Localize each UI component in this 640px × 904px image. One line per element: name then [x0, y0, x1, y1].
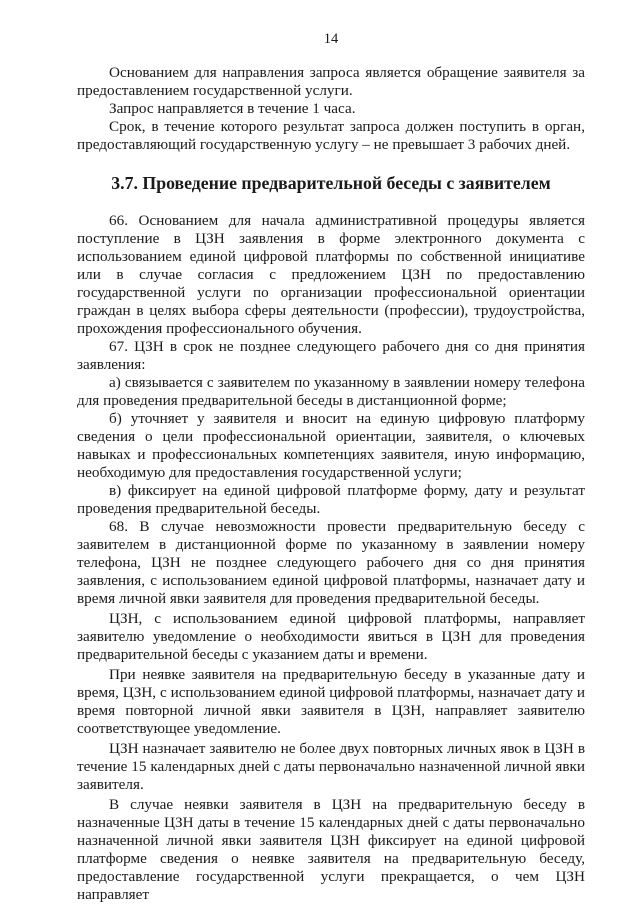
paragraph-67: 67. ЦЗН в срок не позднее следующего рабочего дня со дня принятия заявления: — [77, 338, 585, 373]
paragraph-repeat-visits: ЦЗН назначает заявителю не более двух повторных личных явок в ЦЗН в течение 15 календарных дней с даты первоначально назначенной личной явки заявителя. — [77, 740, 585, 793]
intro-paragraph-basis: Основанием для направления запроса является обращение заявителя за предоставлением государственной услуги. — [77, 64, 585, 99]
page-number: 14 — [323, 31, 339, 47]
paragraph-66: 66. Основанием для начала административной процедуры является поступление в ЦЗН заявления в форме электронного документа с использованием единой цифровой платформы по собственной инициативе или в случае согласия с предложением ЦЗН по предоставлению государственной услуги по организации профессиональной ориентации граждан в целях выбора сферы деятельности (профессии), трудоустройства, прохождения профессионального обучения. — [77, 212, 585, 337]
intro-paragraph-deadline: Срок, в течение которого результат запроса должен поступить в орган, предоставляющий государственную услугу – не превышает 3 рабочих дней. — [77, 118, 585, 153]
intro-paragraph-timing: Запрос направляется в течение 1 часа. — [109, 100, 356, 117]
paragraph-termination: В случае неявки заявителя в ЦЗН на предварительную беседу в назначенные ЦЗН даты в течение 15 календарных дней с даты первоначально назначенной личной явки заявителя ЦЗН фиксирует на единой цифровой платформе сведения о неявке заявителя на предварительную беседу, предоставление государственной услуги прекращается, о чем ЦЗН направляет — [77, 796, 585, 903]
paragraph-68: 68. В случае невозможности провести предварительную беседу с заявителем в дистанционной форме по указанному в заявлении номеру телефона, ЦЗН не позднее следующего рабочего дня со дня принятия заявления, с использованием единой цифровой платформы, назначает дату и время личной явки заявителя для проведения предварительной беседы. — [77, 518, 585, 607]
list-item: в) фиксирует на единой цифровой платформе форму, дату и результат проведения предварительной беседы. — [77, 482, 585, 517]
list-item: а) связывается с заявителем по указанному в заявлении номеру телефона для проведения предварительной беседы в дистанционной форме; — [77, 374, 585, 409]
paragraph-no-show: При неявке заявителя на предварительную беседу в указанные дату и время, ЦЗН, с использованием единой цифровой платформы, назначает дату и время повторной личной явки заявителя в ЦЗН, направляет заявителю соответствующее уведомление. — [77, 666, 585, 737]
paragraph-67-list — [77, 374, 585, 518]
section-title: 3.7. Проведение предварительной беседы с заявителем — [111, 173, 551, 193]
document-page — [77, 30, 585, 904]
paragraph-notification: ЦЗН, с использованием единой цифровой платформы, направляет заявителю уведомление о необходимости явиться в ЦЗН для проведения предварительной беседы с указанием даты и времени. — [77, 610, 585, 663]
list-item: б) уточняет у заявителя и вносит на единую цифровую платформу сведения о цели профессиональной ориентации, заявителя, о ключевых навыках и профессиональных компетенциях заявителя, иную информацию, необходимую для предоставления государственной услуги; — [77, 410, 585, 481]
